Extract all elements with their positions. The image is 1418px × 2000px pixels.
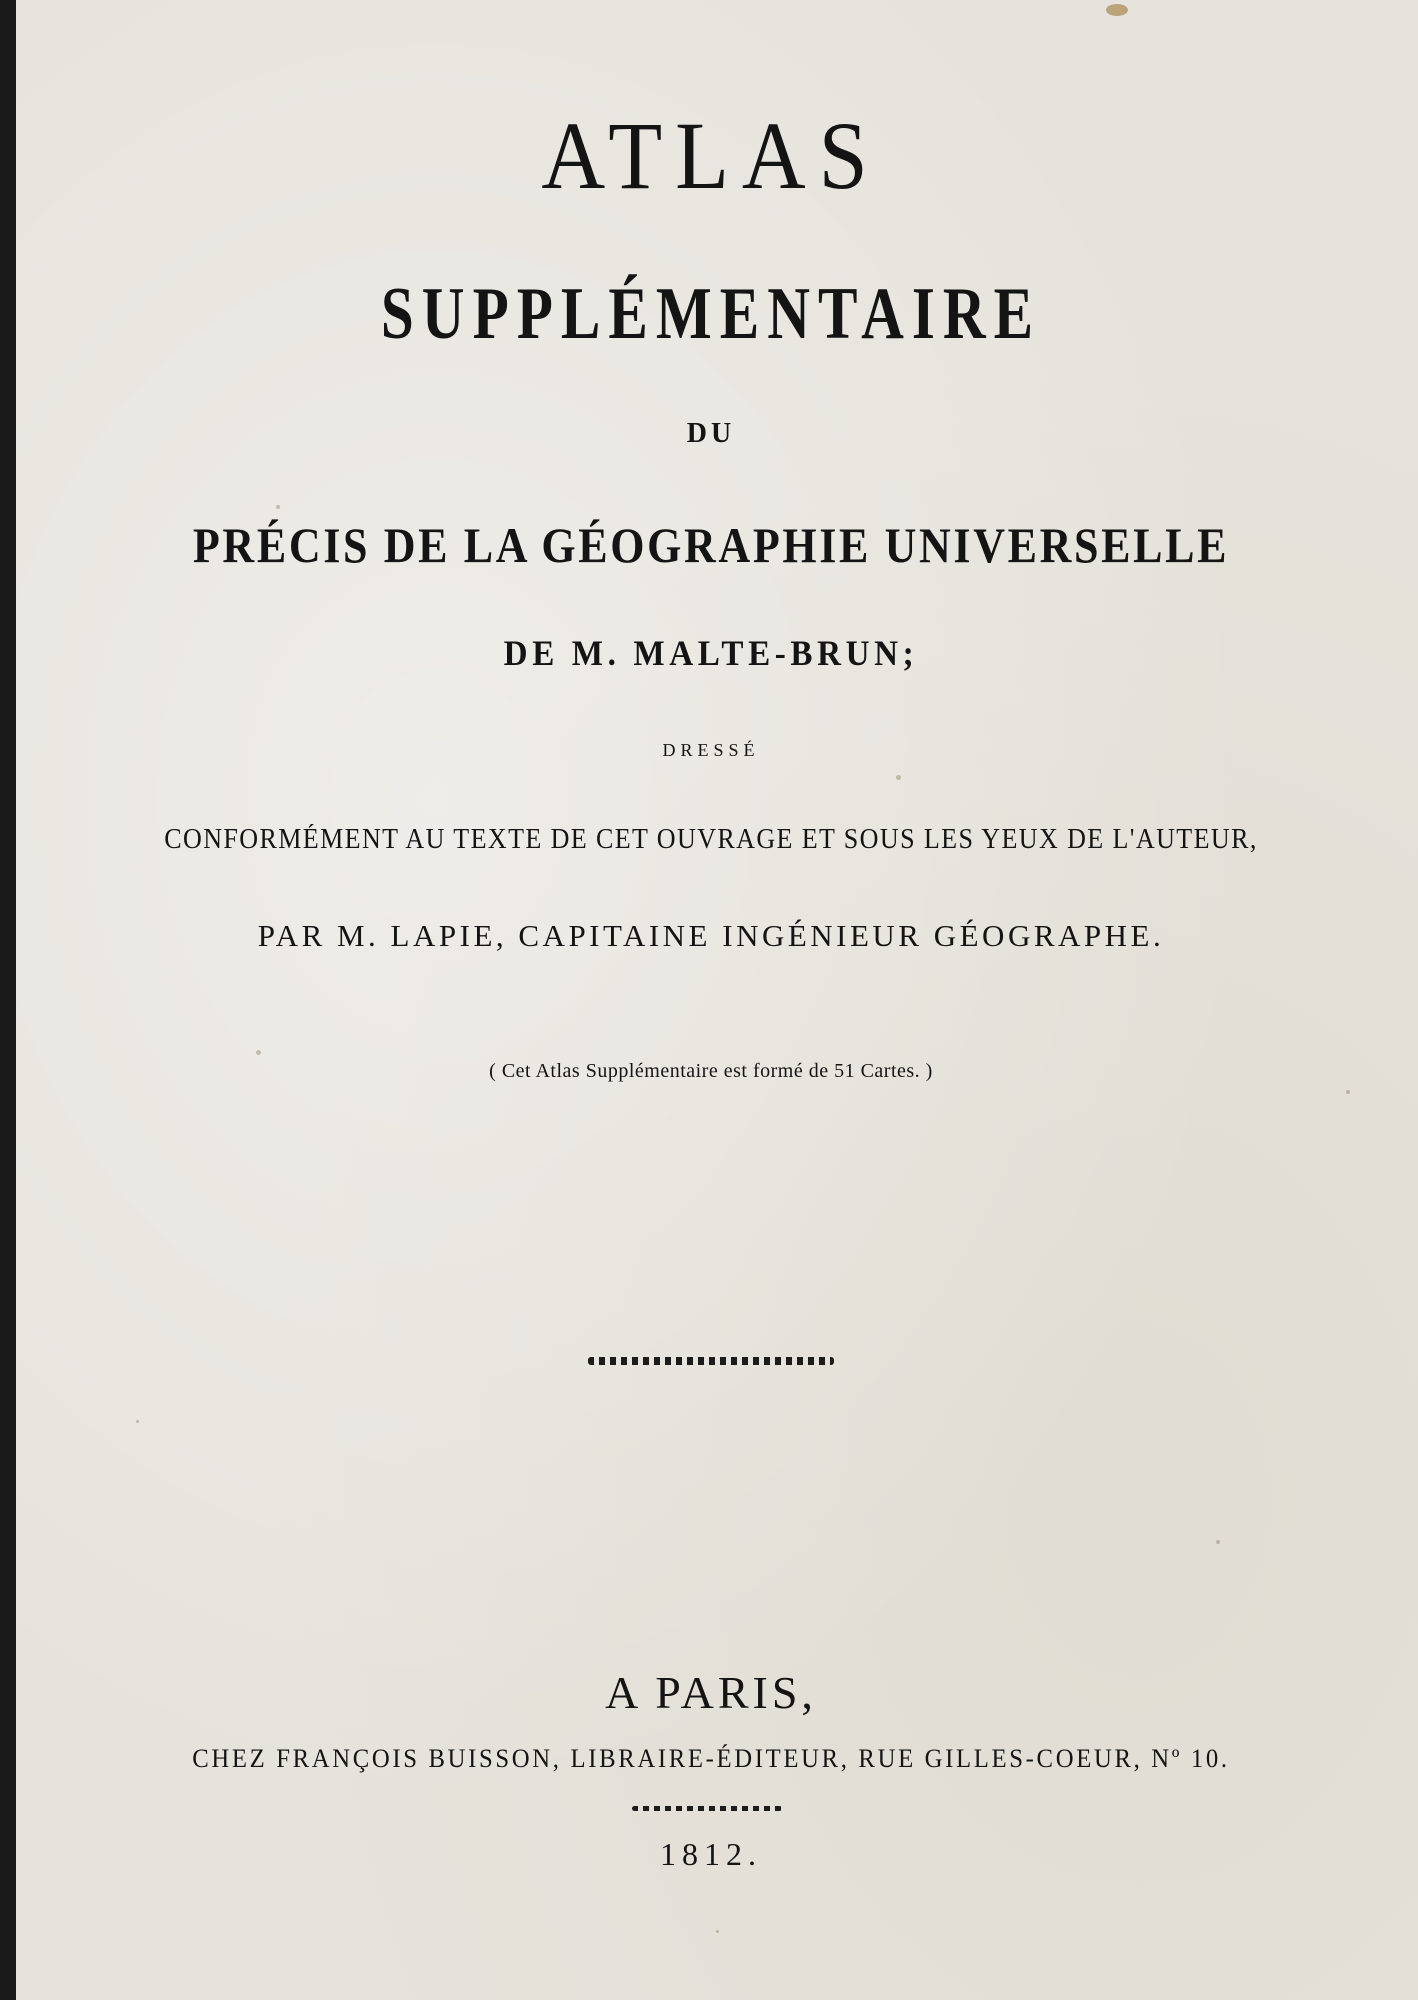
- imprint-city: A PARIS,: [605, 1667, 817, 1718]
- maps-count-note: ( Cet Atlas Supplémentaire est formé de 51 Cartes. ): [489, 1060, 933, 1082]
- conformement-line: CONFORMÉMENT AU TEXTE DE CET OUVRAGE ET SOUS LES YEUX DE L'AUTEUR,: [164, 824, 1258, 855]
- work-title: PRÉCIS DE LA GÉOGRAPHIE UNIVERSELLE: [192, 517, 1230, 573]
- paper-foxing-spot: [276, 505, 280, 509]
- author-line: DE M. MALTE-BRUN;: [503, 633, 919, 673]
- paper-foxing-spot: [1346, 1090, 1350, 1094]
- paper-foxing-spot: [1106, 4, 1128, 16]
- dresse-line: DRESSÉ: [662, 740, 760, 760]
- paper-foxing-spot: [136, 1420, 139, 1423]
- paper-foxing-spot: [716, 1930, 719, 1933]
- title-page: [16, 0, 1418, 2000]
- imprint-rule: [632, 1806, 782, 1811]
- imprint-publisher: CHEZ FRANÇOIS BUISSON, LIBRAIRE-ÉDITEUR, RUE GILLES-COEUR, Nº 10.: [192, 1744, 1230, 1773]
- connector-du: DU: [686, 418, 736, 449]
- title-supplementaire: SUPPLÉMENTAIRE: [380, 273, 1042, 355]
- paper-foxing-spot: [1216, 1540, 1220, 1544]
- paper-foxing-spot: [896, 775, 901, 780]
- paper-foxing-spot: [256, 1050, 261, 1055]
- imprint-year: 1812.: [660, 1836, 762, 1872]
- cartographer-line: PAR M. LAPIE, CAPITAINE INGÉNIEUR GÉOGRAPHE.: [257, 918, 1165, 953]
- title-atlas: ATLAS: [541, 102, 881, 209]
- ornamental-rule: [588, 1357, 834, 1365]
